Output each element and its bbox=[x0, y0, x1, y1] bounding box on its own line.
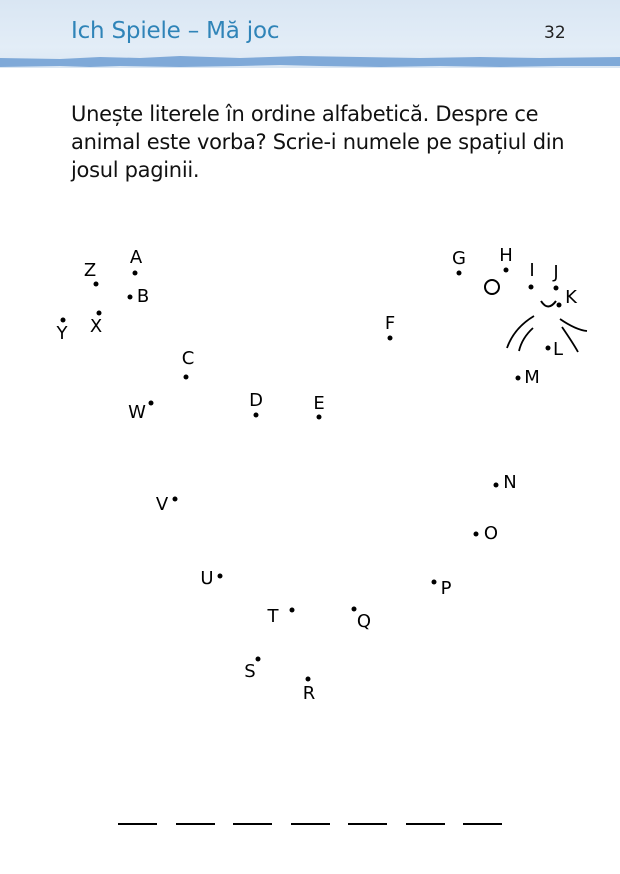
dot-label-d: D bbox=[249, 390, 263, 411]
dot-label-f: F bbox=[384, 313, 396, 334]
answer-blank-4[interactable] bbox=[291, 823, 330, 825]
dot-label-x: X bbox=[89, 316, 103, 337]
page-title: Ich Spiele – Mă joc bbox=[71, 18, 280, 44]
dot-label-o: O bbox=[483, 523, 499, 544]
answer-blank-2[interactable] bbox=[176, 823, 215, 825]
dot-label-s: S bbox=[244, 661, 256, 682]
dot-label-a: A bbox=[129, 247, 143, 268]
dot-label-g: G bbox=[452, 248, 466, 269]
dot-label-v: V bbox=[155, 494, 169, 515]
answer-blank-1[interactable] bbox=[118, 823, 157, 825]
dot-label-p: P bbox=[440, 578, 452, 599]
dot-label-b: B bbox=[136, 286, 150, 307]
dot-label-r: R bbox=[302, 683, 316, 704]
answer-blank-7[interactable] bbox=[463, 823, 502, 825]
whiskers bbox=[507, 316, 587, 352]
dot-label-l: L bbox=[552, 339, 564, 360]
dot-label-z: Z bbox=[83, 260, 97, 281]
dot-label-c: C bbox=[181, 348, 195, 369]
dot-label-u: U bbox=[200, 568, 214, 589]
answer-blank-5[interactable] bbox=[348, 823, 387, 825]
dot-label-h: H bbox=[499, 245, 513, 266]
instructions-text: Unește literele în ordine alfabetică. Despre ce animal este vorba? Scrie-i numele pe spațiul din josul paginii. bbox=[71, 102, 565, 182]
dot-label-n: N bbox=[503, 472, 517, 493]
page-number: 32 bbox=[544, 23, 566, 43]
answer-blank-3[interactable] bbox=[233, 823, 272, 825]
mouth-curve bbox=[541, 301, 556, 307]
dot-label-j: J bbox=[553, 262, 559, 283]
dot-label-q: Q bbox=[356, 611, 372, 632]
dot-label-w: W bbox=[128, 402, 146, 423]
dot-label-m: M bbox=[524, 367, 540, 388]
answer-blank-6[interactable] bbox=[406, 823, 445, 825]
dot-label-y: Y bbox=[56, 323, 68, 344]
dot-label-e: E bbox=[313, 393, 325, 414]
dot-label-k: K bbox=[565, 287, 577, 308]
dot-label-t: T bbox=[267, 606, 279, 627]
eye-circle bbox=[485, 280, 499, 294]
dot-label-i: I bbox=[529, 260, 535, 281]
